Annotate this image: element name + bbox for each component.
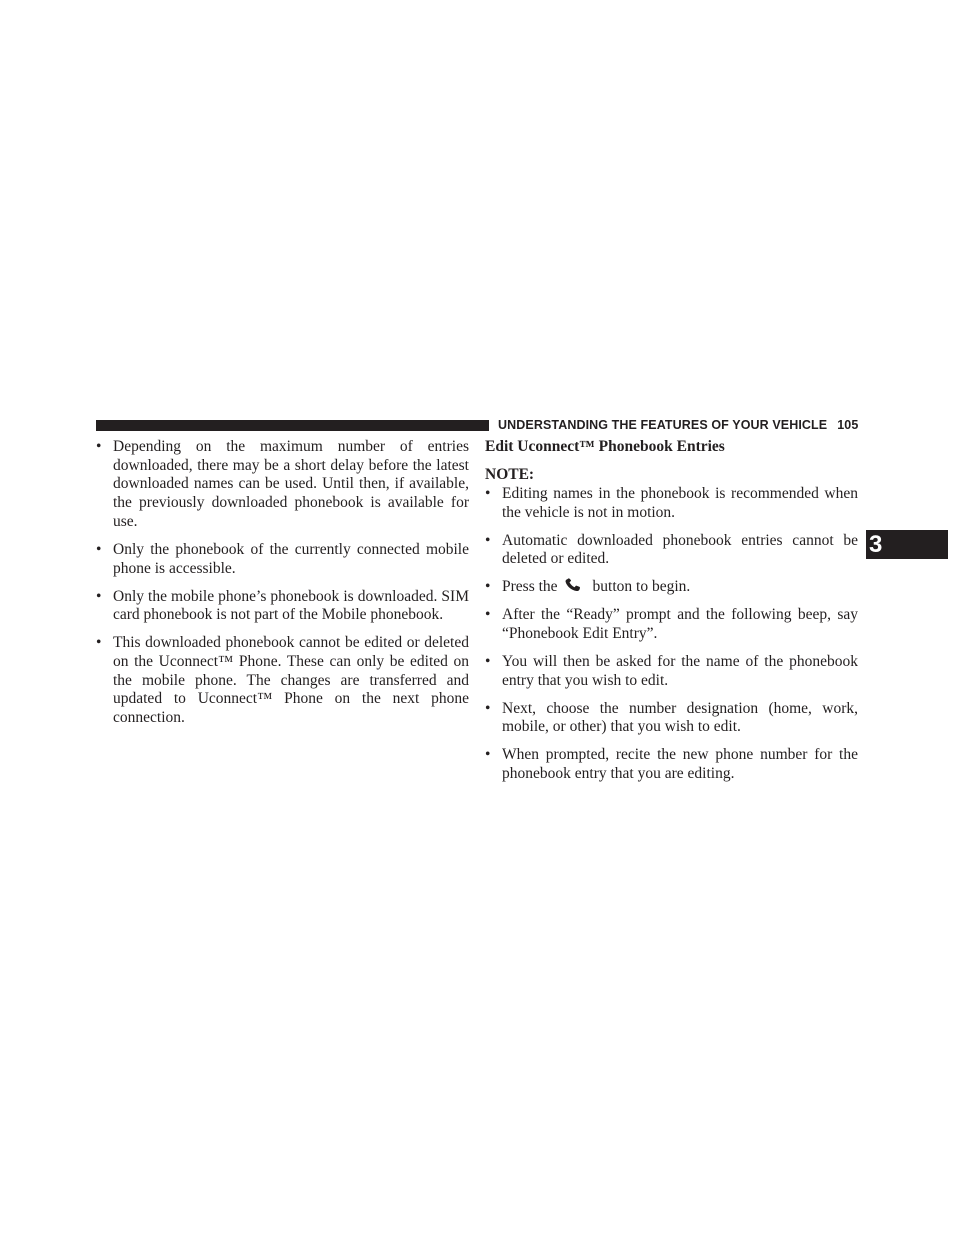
section-title: UNDERSTANDING THE FEATURES OF YOUR VEHICLE	[498, 418, 828, 432]
press-text-before: Press the	[502, 578, 558, 596]
list-item: • Automatic downloaded phonebook entries cannot be deleted or edited.	[485, 532, 858, 569]
note-label: NOTE:	[485, 466, 535, 484]
press-phone-item	[485, 578, 858, 597]
press-text-after: button to begin.	[592, 578, 691, 596]
list-item: • You will then be asked for the name of the phonebook entry that you wish to edit.	[485, 653, 858, 690]
list-item: • Editing names in the phonebook is recommended when the vehicle is not in motion.	[485, 485, 858, 522]
header-rule	[96, 420, 489, 431]
phone-icon	[564, 578, 586, 592]
list-item: • When prompted, recite the new phone number for the phonebook entry that you are editing.	[485, 746, 858, 783]
right-bullet-list	[485, 485, 858, 784]
list-item: • Only the phonebook of the currently connected mobile phone is accessible.	[96, 541, 469, 578]
list-item: • Depending on the maximum number of entries downloaded, there may be a short delay before the latest downloaded names can be used. Until then, if available, the previously downloaded phonebook is available for use.	[96, 438, 469, 532]
list-item: • This downloaded phonebook cannot be edited or deleted on the Uconnect™ Phone. These can only be edited on the mobile phone. The changes are transferred and updated to Uconnect™ Phone on the next phone connection.	[96, 634, 469, 728]
right-column	[485, 438, 858, 793]
section-heading: Edit Uconnect™ Phonebook Entries	[485, 438, 725, 455]
chapter-tab: 3	[866, 530, 948, 559]
page-number: 105	[837, 418, 859, 432]
list-item: • After the “Ready” prompt and the following beep, say “Phonebook Edit Entry”.	[485, 606, 858, 643]
left-bullet-list	[96, 438, 469, 728]
list-item: • Only the mobile phone’s phonebook is downloaded. SIM card phonebook is not part of the Mobile phonebook.	[96, 588, 469, 625]
left-column	[96, 438, 469, 737]
list-item: • Next, choose the number designation (home, work, mobile, or other) that you wish to edit.	[485, 700, 858, 737]
running-header	[498, 417, 858, 433]
